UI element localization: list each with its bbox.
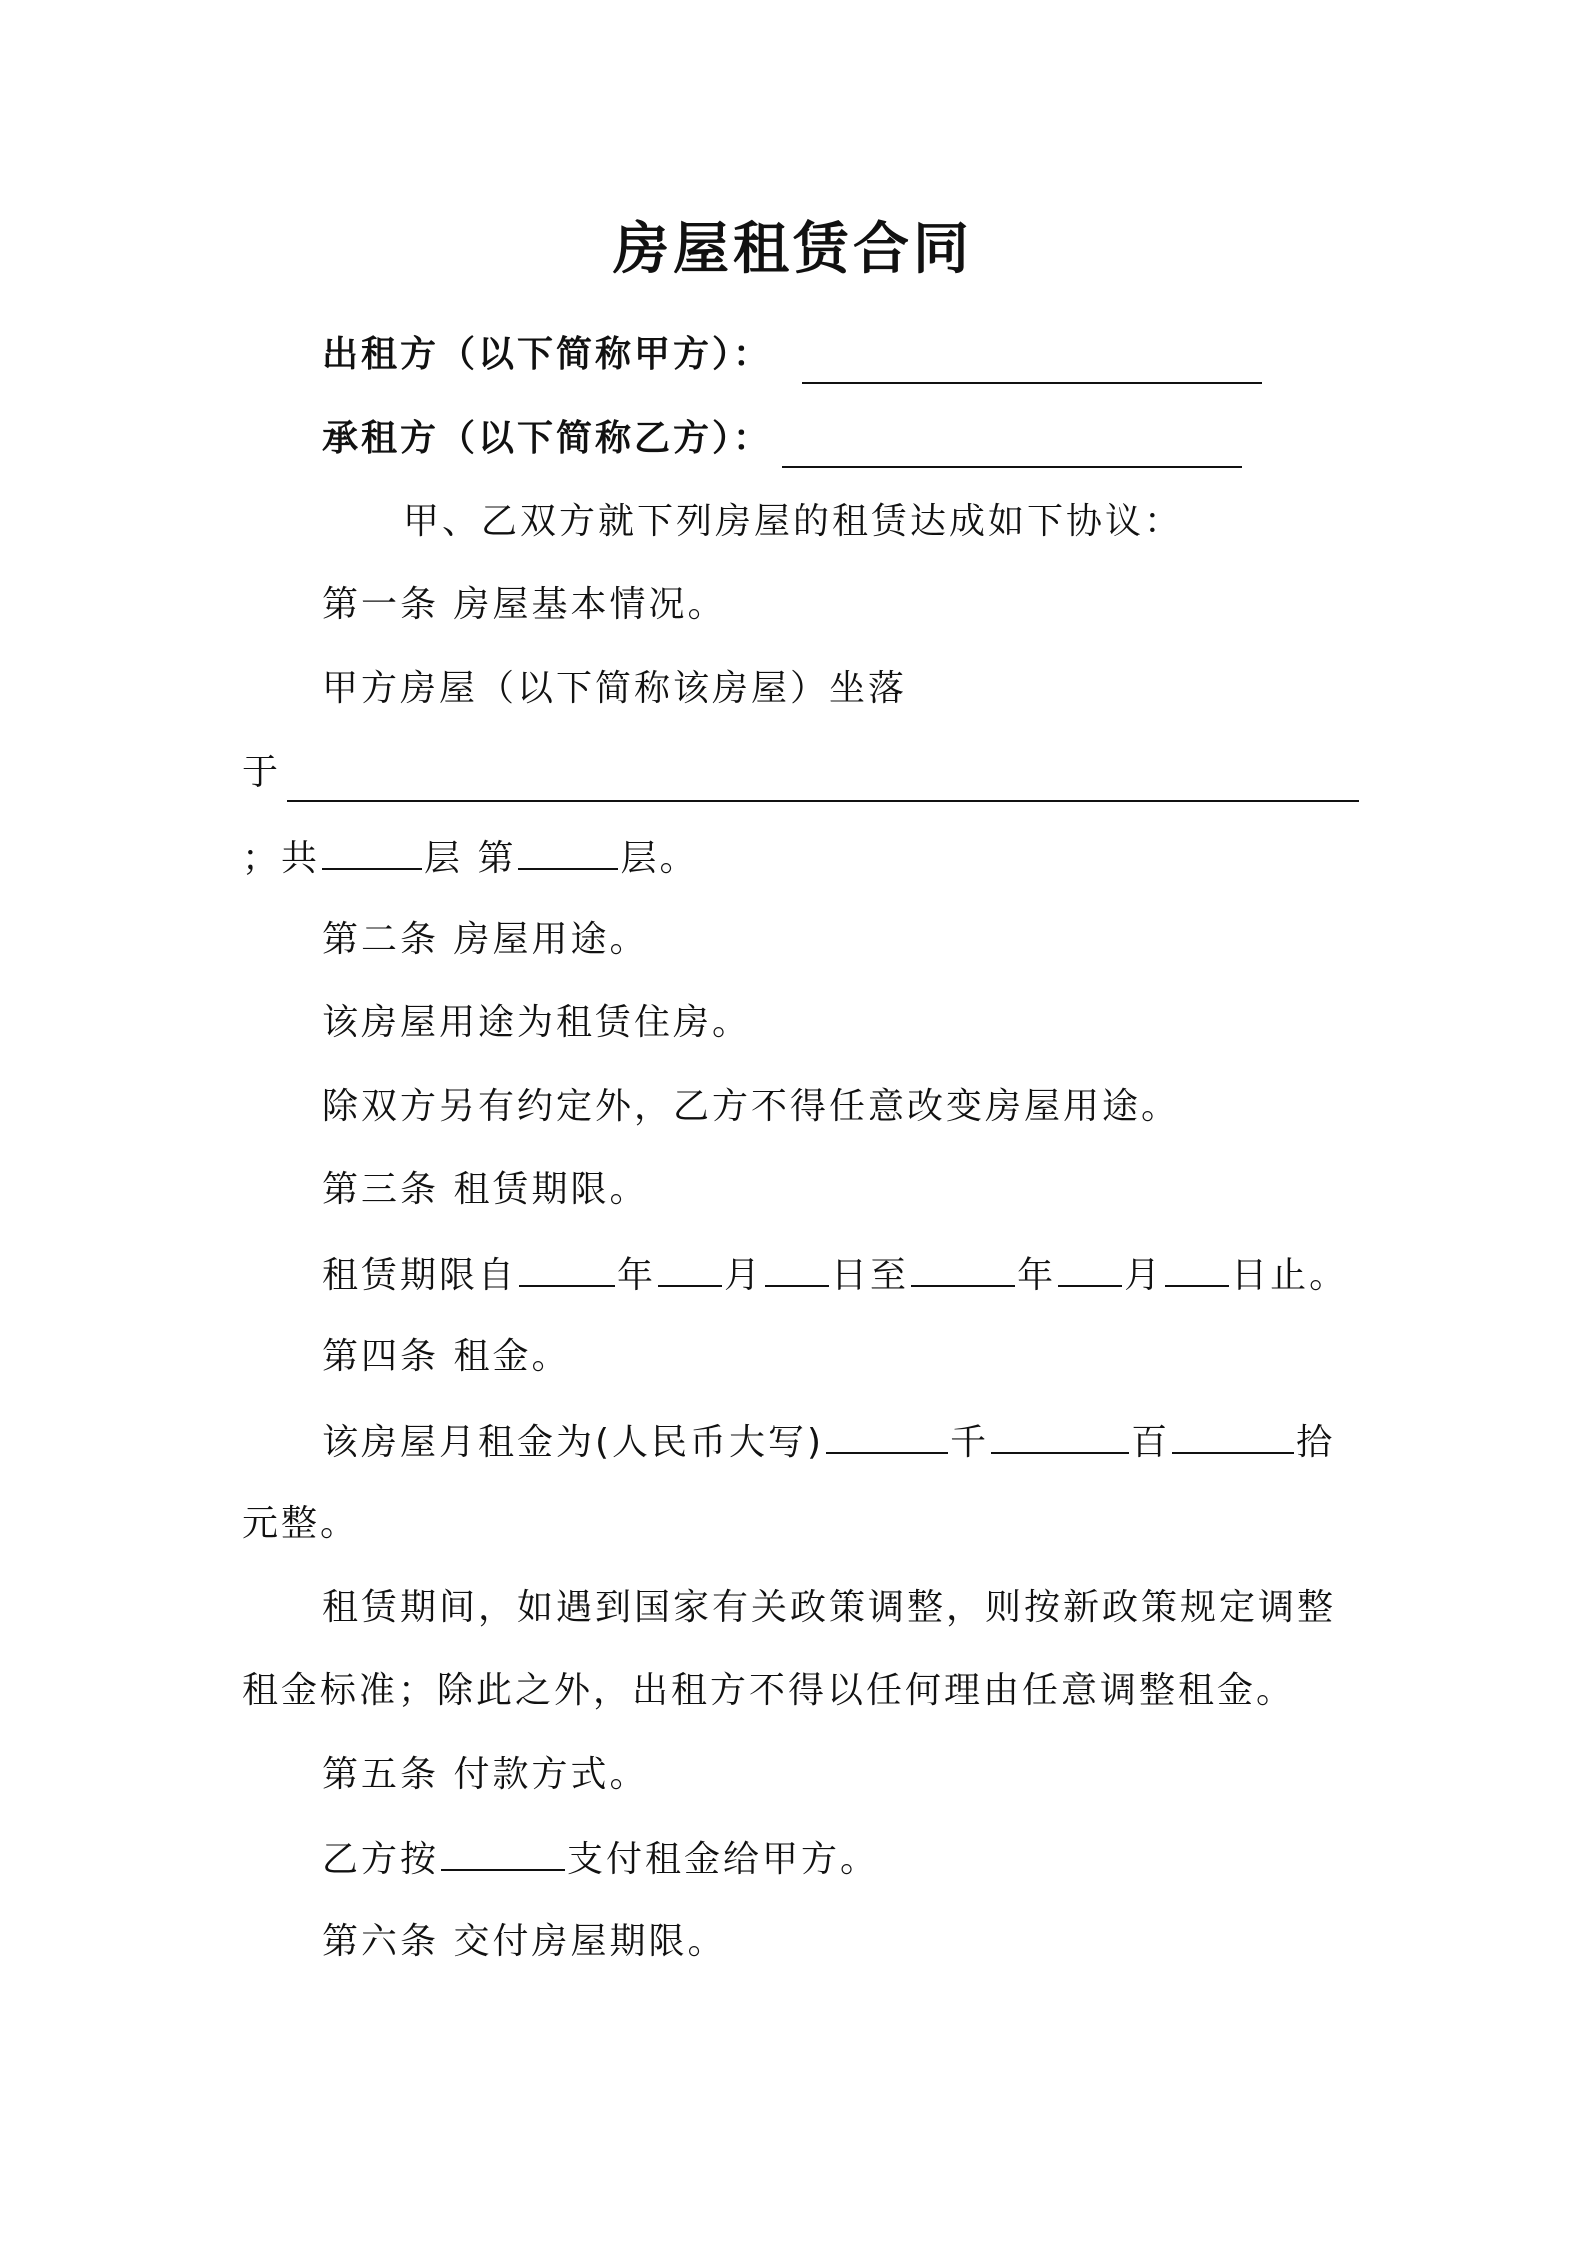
- lessor-blank[interactable]: [802, 346, 1262, 384]
- rent-suffix: 元整。: [242, 1503, 360, 1544]
- article-3-heading: 第三条 租赁期限。: [322, 1169, 649, 1210]
- intro-text: 甲、乙双方就下列房屋的租赁达成如下协议：: [403, 501, 1184, 542]
- lessor-line: [322, 330, 772, 380]
- end-year-label: 年: [1017, 1255, 1057, 1296]
- end-year-blank[interactable]: [911, 1249, 1015, 1287]
- floor-total-post: 层 第: [424, 838, 517, 879]
- rent-tens-blank[interactable]: [1172, 1416, 1294, 1454]
- article-4-para-2-line-2: 租金标准；除此之外，出租方不得以任何理由任意调整租金。: [242, 1670, 1296, 1711]
- article-2-line-1: 该房屋用途为租赁住房。: [322, 1002, 752, 1043]
- floor-line: [242, 832, 698, 884]
- location-prefix: 甲方房屋（以下简称该房屋）坐落: [322, 668, 908, 709]
- start-month-label: 月: [724, 1255, 764, 1296]
- floor-current-post: 层。: [620, 838, 699, 879]
- location-blank[interactable]: [287, 764, 1359, 802]
- article-1-heading: 第一条 房屋基本情况。: [322, 584, 727, 625]
- article-5-heading: 第五条 付款方式。: [322, 1754, 649, 1795]
- payment-method-blank[interactable]: [441, 1833, 565, 1871]
- article-6-heading: 第六条 交付房屋期限。: [322, 1921, 727, 1962]
- payment-line: [322, 1833, 879, 1885]
- term-line: [322, 1249, 1348, 1301]
- rent-prefix: 该房屋月租金为(人民币大写): [322, 1422, 825, 1463]
- rent-hundreds-blank[interactable]: [991, 1416, 1129, 1454]
- payment-suffix: 支付租金给甲方。: [567, 1839, 880, 1880]
- start-month-blank[interactable]: [658, 1249, 722, 1287]
- end-month-label: 月: [1124, 1255, 1164, 1296]
- term-prefix: 租赁期限自: [322, 1255, 518, 1296]
- page-title: 房屋租赁合同: [613, 217, 973, 282]
- floor-current-blank[interactable]: [518, 832, 618, 870]
- floor-total-pre: ；共: [242, 838, 321, 879]
- rent-qian: 千: [950, 1422, 990, 1463]
- end-day-blank[interactable]: [1165, 1249, 1229, 1287]
- article-2-line-2: 除双方另有约定外，乙方不得任意改变房屋用途。: [322, 1086, 1181, 1127]
- floor-total-blank[interactable]: [322, 832, 422, 870]
- start-day-label: 日至: [831, 1255, 910, 1296]
- article-2-heading: 第二条 房屋用途。: [322, 919, 649, 960]
- location-yu: 于: [242, 752, 282, 793]
- end-day-label: 日止。: [1231, 1255, 1349, 1296]
- start-year-label: 年: [617, 1255, 657, 1296]
- start-day-blank[interactable]: [765, 1249, 829, 1287]
- lessee-blank[interactable]: [782, 430, 1242, 468]
- lessor-label: 出租方（以下简称甲方）：: [322, 334, 773, 375]
- rent-bai: 百: [1131, 1422, 1171, 1463]
- rent-line: [322, 1416, 1335, 1468]
- end-month-blank[interactable]: [1058, 1249, 1122, 1287]
- start-year-blank[interactable]: [519, 1249, 615, 1287]
- article-4-heading: 第四条 租金。: [322, 1336, 571, 1377]
- payment-prefix: 乙方按: [322, 1839, 440, 1880]
- lessee-line: [322, 414, 772, 464]
- article-4-para-2-line-1: 租赁期间，如遇到国家有关政策调整，则按新政策规定调整: [322, 1587, 1337, 1628]
- rent-thousands-blank[interactable]: [826, 1416, 948, 1454]
- lessee-label: 承租方（以下简称乙方）：: [322, 418, 773, 459]
- rent-shi: 拾: [1296, 1422, 1336, 1463]
